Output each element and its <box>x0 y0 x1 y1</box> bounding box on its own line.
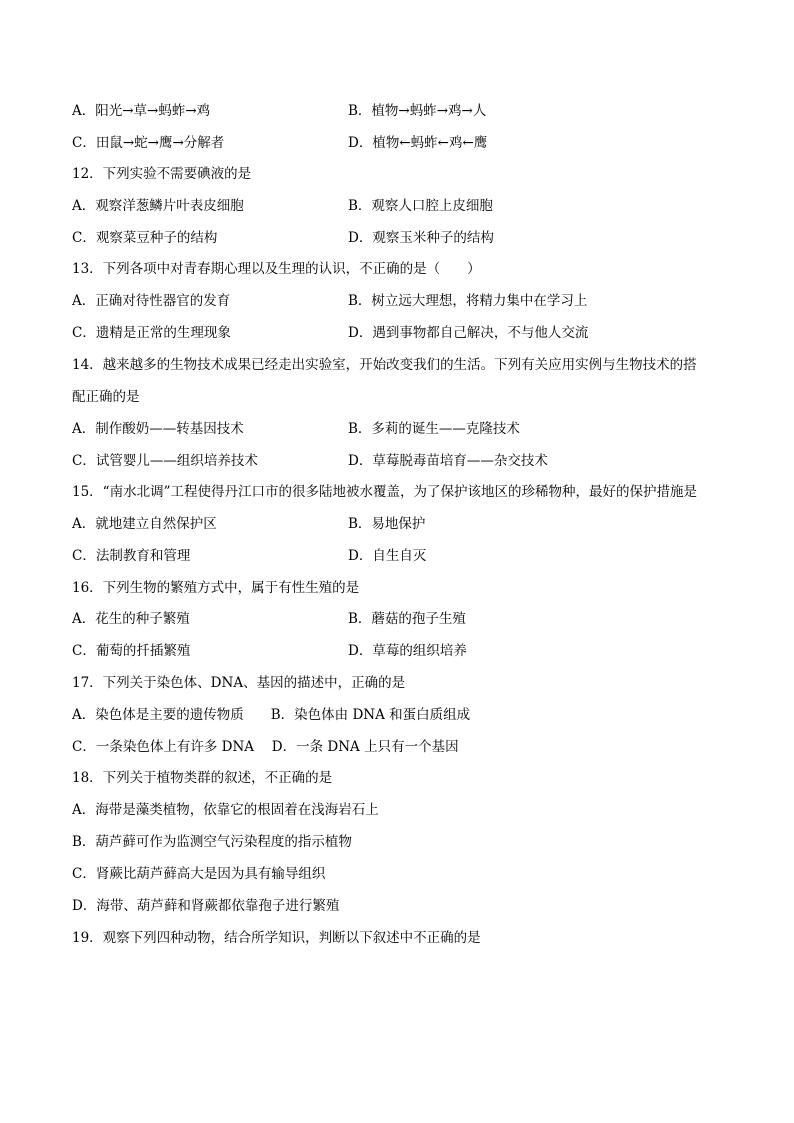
q16-option-b: B．蘑菇的孢子生殖 <box>348 611 466 627</box>
q16-option-a: A．花生的种子繁殖 <box>72 611 190 627</box>
q16-option-d: D．草莓的组织培养 <box>348 643 467 659</box>
q15-option-c: C．法制教育和管理 <box>72 548 191 564</box>
q11-option-b: B．植物→蚂蚱→鸡→人 <box>348 103 487 119</box>
q13-stem: 13．下列各项中对青春期心理以及生理的认识，不正确的是（ ） <box>72 261 481 277</box>
q14-stem-line1: 14．越来越多的生物技术成果已经走出实验室，开始改变我们的生活。下列有关应用实例与生物技术的搭 <box>72 357 697 373</box>
q13-option-b: B．树立远大理想，将精力集中在学习上 <box>348 293 588 309</box>
q14-option-a: A．制作酸奶——转基因技术 <box>72 421 244 437</box>
q15-option-d: D．自生自灭 <box>348 548 427 564</box>
q15-option-a: A．就地建立自然保护区 <box>72 516 217 532</box>
q12-stem: 12．下列实验不需要碘液的是 <box>72 166 252 182</box>
q18-option-c: C．肾蕨比葫芦藓高大是因为具有输导组织 <box>72 866 326 882</box>
q12-option-b: B．观察人口腔上皮细胞 <box>348 198 493 214</box>
q14-stem-line2: 配正确的是 <box>72 389 140 405</box>
q12-option-d: D．观察玉米种子的结构 <box>348 230 494 246</box>
q18-option-d: D．海带、葫芦藓和肾蕨都依靠孢子进行繁殖 <box>72 898 340 914</box>
q11-option-a: A．阳光→草→蚂蚱→鸡 <box>72 103 211 119</box>
q18-option-a: A．海带是藻类植物，依靠它的根固着在浅海岩石上 <box>72 802 379 818</box>
q18-stem: 18．下列关于植物类群的叙述，不正确的是 <box>72 770 333 786</box>
q13-option-d: D．遇到事物都自己解决，不与他人交流 <box>348 325 589 341</box>
q14-option-d: D．草莓脱毒苗培育——杂交技术 <box>348 453 548 469</box>
q12-option-c: C．观察菜豆种子的结构 <box>72 230 218 246</box>
q19-stem: 19．观察下列四种动物，结合所学知识，判断以下叙述中不正确的是 <box>72 930 481 946</box>
q14-option-b: B．多莉的诞生——克隆技术 <box>348 421 520 437</box>
q11-option-c: C．田鼠→蛇→鹰→分解者 <box>72 135 225 151</box>
q14-option-c: C．试管婴儿——组织培养技术 <box>72 453 258 469</box>
q17-options-line2: C．一条染色体上有许多 DNA D．一条 DNA 上只有一个基因 <box>72 739 459 755</box>
q13-option-c: C．遗精是正常的生理现象 <box>72 325 231 341</box>
q13-option-a: A．正确对待性器官的发育 <box>72 293 231 309</box>
q16-option-c: C．葡萄的扦插繁殖 <box>72 643 191 659</box>
q15-option-b: B．易地保护 <box>348 516 426 532</box>
q11-option-d: D．植物←蚂蚱←鸡←鹰 <box>348 135 488 151</box>
q17-options-line1: A．染色体是主要的遗传物质 B．染色体由 DNA 和蛋白质组成 <box>72 707 471 723</box>
q18-option-b: B．葫芦藓可作为监测空气污染程度的指示植物 <box>72 834 352 850</box>
q16-stem: 16．下列生物的繁殖方式中，属于有性生殖的是 <box>72 580 360 596</box>
q12-option-a: A．观察洋葱鳞片叶表皮细胞 <box>72 198 244 214</box>
q17-stem: 17．下列关于染色体、DNA、基因的描述中，正确的是 <box>72 675 406 691</box>
q15-stem: 15．“南水北调”工程使得丹江口市的很多陆地被水覆盖，为了保护该地区的珍稀物种，最好的保护措施是 <box>72 484 697 500</box>
